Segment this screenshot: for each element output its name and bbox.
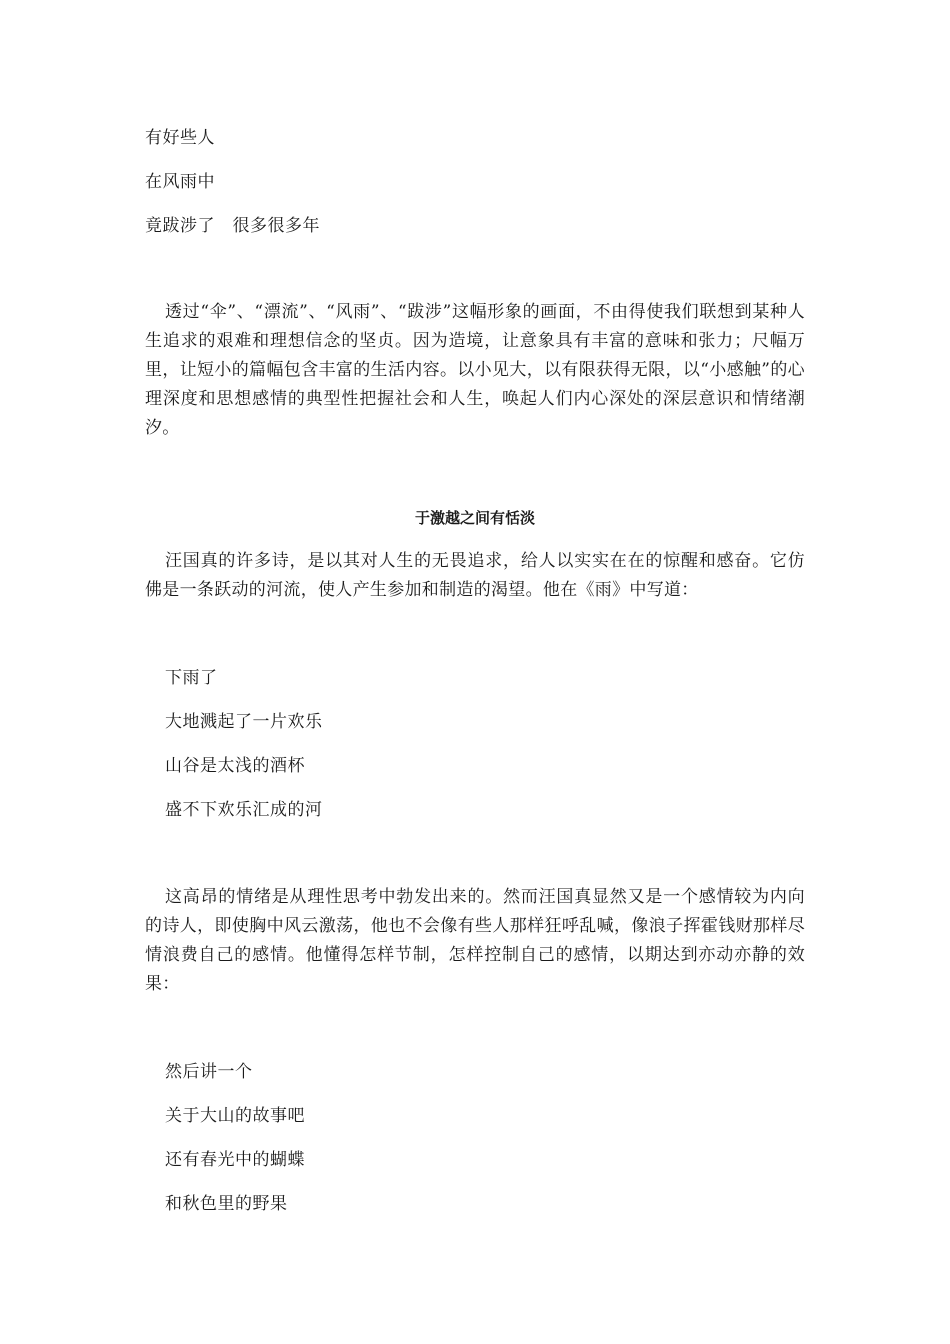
poem-line: 还有春光中的蝴蝶 [165,1150,305,1170]
body-paragraph: 这高昂的情绪是从理性思考中勃发出来的。然而汪国真显然又是一个感情较为内向的诗人，即使胸中风云激荡，他也不会像有些人那样狂呼乱喊，像浪子挥霍钱财那样尽情浪费自己的感情。他懂得怎样节制，怎样控制自己的感情，以期达到亦动亦静的效果： [145,887,805,994]
body-paragraph: 汪国真的许多诗，是以其对人生的无畏追求，给人以实实在在的惊醒和感奋。它仿佛是一条跃动的河流，使人产生参加和制造的渴望。他在《雨》中写道： [145,551,805,600]
poem-line: 和秋色里的野果 [165,1194,288,1214]
body-paragraph: 透过“伞”、“漂流”、“风雨”、“跋涉”这幅形象的画面，不由得使我们联想到某种人生追求的艰难和理想信念的坚贞。因为造境，让意象具有丰富的意味和张力；尺幅万里，让短小的篇幅包含丰富的生活内容。以小见大，以有限获得无限，以“小感触”的心理深度和思想感情的典型性把握社会和人生，唤起人们内心深处的深层意识和情绪潮汐。 [145,302,805,438]
poem-line: 在风雨中 [145,172,215,192]
poem-line: 关于大山的故事吧 [165,1106,305,1126]
poem-line: 山谷是太浅的酒杯 [165,756,305,776]
poem-line: 竟跋涉了 很多很多年 [145,216,320,236]
poem-line: 大地溅起了一片欢乐 [165,712,323,732]
poem-line: 然后讲一个 [165,1062,253,1082]
poem-line: 盛不下欢乐汇成的河 [165,800,323,820]
section-heading: 于激越之间有恬淡 [414,509,535,527]
poem-line: 下雨了 [165,668,218,688]
poem-line: 有好些人 [145,128,215,148]
